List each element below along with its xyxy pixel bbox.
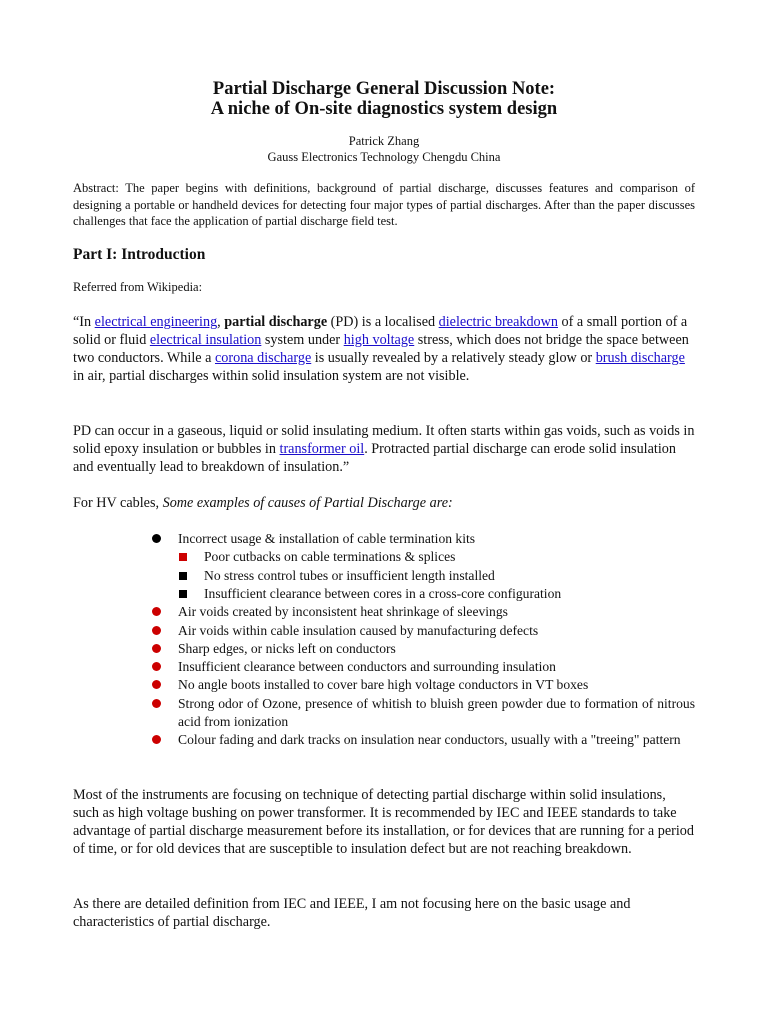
author-affiliation: Gauss Electronics Technology Chengdu China <box>267 150 501 164</box>
author-name: Patrick Zhang <box>348 134 420 148</box>
wikipedia-quote-paragraph-1: “In electrical engineering, partial discharge (PD) is a localised dielectric breakdown of a small portion of a solid or fluid electrical insulation system under high voltage stress, which does not bridge the space between two conductors. While a corona discharge is usually revealed by a relatively steady glow or brush discharge in air, partial discharges within solid insulation system are not visible. <box>73 314 689 384</box>
document-title-line2: A niche of On-site diagnostics system design <box>210 99 558 119</box>
link-high-voltage[interactable]: high voltage <box>343 332 415 348</box>
document-page: Partial Discharge General Discussion Note: A niche of On-site diagnostics system design Patrick Zhang Gauss Electronics Technology Chengdu China Abstract: The paper begins with definitions, background of partial discharge, discusses features and comparison of designing a portable or handheld devices for detecting four major types of partial discharges. After than the paper discusses challenges that face the application of partial discharge field test. Part I: Introduction Referred from Wikipedia: “In electrical engineering, partial discharge (PD) is a localised dielectric breakdown of a small portion of a solid or fluid electrical insulation system under high voltage stress, which does not bridge the space between two conductors. While a corona discharge is usually revealed by a relatively steady glow or brush discharge in air, partial discharges within solid insulation system are not visible. PD can occur in a gaseous, liquid or solid insulating medium. It often starts within gas voids, such as voids in solid epoxy insulation or bubbles in transformer oil. Protracted partial discharge can erode solid insulation and eventually lead to breakdown of insulation.” For HV cables, Some examples of causes of Partial Discharge are: Incorrect usage & installation of cable termination kits Poor cutbacks on cable terminations & splices No stress control tubes or insufficient length installed Insufficient clearance between cores in a cross-core configuration Air voids created by inconsistent heat shrinkage of sleevings Air voids within cable insulation caused by manufacturing defects Sharp edges, or nicks left on conductors Insufficient clearance between conductors and surrounding insulation No angle boots installed to cover bare high voltage conductors in VT boxes Strong odor of Ozone, presence of whitish to bluish green powder due to formation of nitrous acid from ionization Colour fading and dark tracks on insulation near conductors, usually with a "treeing" pattern Most of the instruments are focusing on technique of detecting partial discharge within solid insulations, such as high voltage bushing on power transformer. It is recommended by IEC and IEEE standards to take advantage of partial discharge measurement before its installation, or for devices that are running for a period of time, or for old devices that are susceptible to insulation defect but are not reaching breakdown. As there are detailed definition from IEC and IEEE, I am not focusing here on the basic usage and characteristics of partial discharge. <box>0 0 768 1024</box>
bullet-dot-icon <box>152 662 161 671</box>
bullet-dot-icon <box>152 607 161 616</box>
instruments-paragraph: Most of the instruments are focusing on technique of detecting partial discharge within solid insulations, such as high voltage bushing on power transformer. It is recommended by IEC and IEEE standards to take advantage of partial discharge measurement before its installation, or for devices that are running for a period of time, or for old devices that are susceptible to insulation defect but are not reaching breakdown. <box>73 787 694 857</box>
definition-paragraph: As there are detailed definition from IEC and IEEE, I am not focusing here on the basic usage and characteristics of partial discharge. <box>73 896 631 930</box>
bullet-dot-icon <box>152 680 161 689</box>
section-heading-introduction: Part I: Introduction <box>73 246 206 263</box>
term-partial-discharge: partial discharge <box>224 314 328 330</box>
link-electrical-insulation[interactable]: electrical insulation <box>149 332 262 348</box>
link-corona-discharge[interactable]: corona discharge <box>214 350 312 366</box>
link-electrical-engineering[interactable]: electrical engineering <box>94 314 218 330</box>
bullet-square-icon <box>179 553 187 561</box>
link-brush-discharge[interactable]: brush discharge <box>595 350 685 366</box>
bullet-dot-icon <box>152 534 161 543</box>
bullet-dot-icon <box>152 626 161 635</box>
hv-cables-intro: For HV cables, Some examples of causes of Partial Discharge are: <box>73 495 453 511</box>
bullet-square-icon <box>179 590 187 598</box>
bullet-dot-icon <box>152 699 161 708</box>
bullet-dot-icon <box>152 644 161 653</box>
abstract: Abstract: The paper begins with definitions, background of partial discharge, discusses features and comparison of designing a portable or handheld devices for detecting four major types of partial discharges. After than the paper discusses challenges that face the application of partial discharge field test. <box>73 181 695 228</box>
wikipedia-quote-paragraph-2: PD can occur in a gaseous, liquid or solid insulating medium. It often starts within gas voids, such as voids in solid epoxy insulation or bubbles in transformer oil. Protracted partial discharge can erode solid insulation and eventually lead to breakdown of insulation.” <box>73 423 695 475</box>
bullet-dot-icon <box>152 735 161 744</box>
link-transformer-oil[interactable]: transformer oil <box>279 441 365 457</box>
referred-note: Referred from Wikipedia: <box>73 280 203 294</box>
link-dielectric-breakdown[interactable]: dielectric breakdown <box>438 314 558 330</box>
bullet-square-icon <box>179 572 187 580</box>
document-title-line1: Partial Discharge General Discussion Note: <box>212 79 556 99</box>
